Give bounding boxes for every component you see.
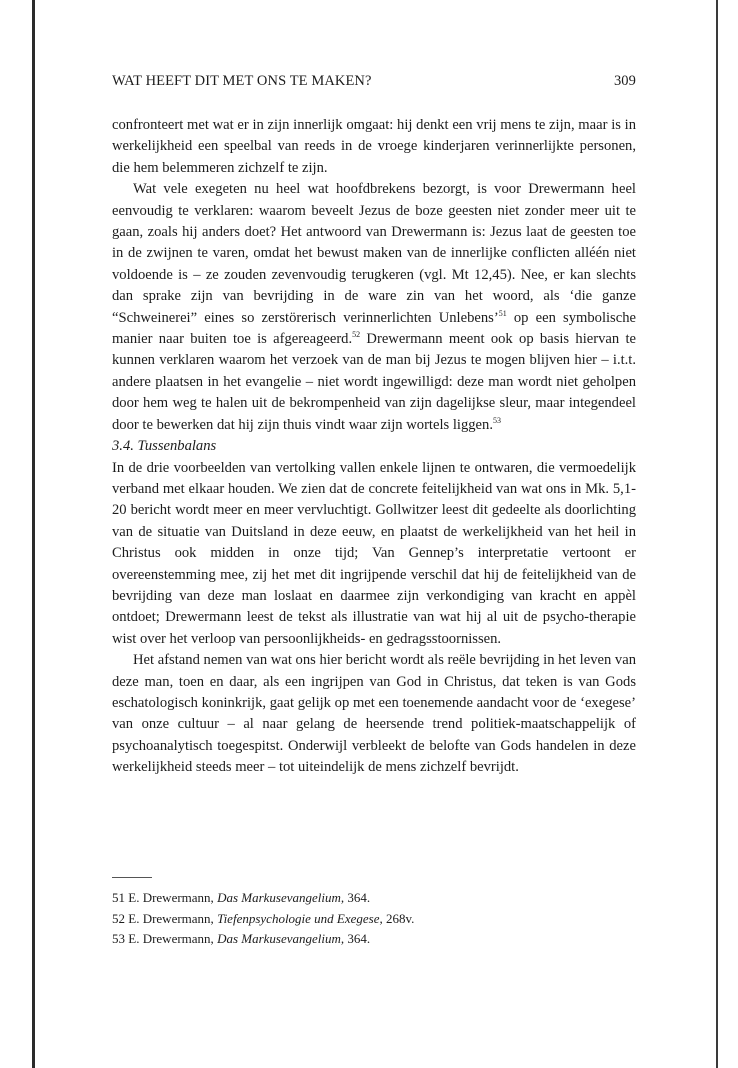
paragraph-2 — [112, 179, 636, 436]
body-text — [112, 115, 636, 779]
paragraph-3: In de drie voorbeelden van vertolking vallen enkele lijnen te ontwaren, die vermoedelijk verband met elkaar houden. We zien dat de concrete feitelijkheid van wat ons in Mk. 5,1-20 bericht wordt meer en meer vervluchtigt. Gollwitzer leest dit gedeelte als doorlichting van de situatie van Duitsland in deze eeuw, en plaatst de werkelijkheid van het heil in Christus ook midden in onze tijd; Van Gennep’s interpretatie vertoont er overeenstemming mee, zij het met dit ingrijpende verschil dat hij de feitelijkheid van de bevrijding van deze man loslaat en daarmee zijn verkondiging van kracht en appèl ontdoet; Drewermann leest de tekst als illustratie van wat hij al uit de psycho-therapie wist over het verloop van persoonlijkheids- en gedragsstoornissen. — [112, 459, 636, 647]
paragraph-2-part-b: op een symbolische manier naar buiten toe is afgereageerd. — [112, 309, 636, 348]
footnote-ref-52: 52 — [352, 330, 361, 340]
footnote-title: Das Markusevangelium, — [217, 931, 345, 946]
paragraph-1: confronteert met wat er in zijn innerlijk omgaat: hij denkt een vrij mens te zijn, maar is in werkelijkheid een speelbal van reeds in de vroege kinderjaren verinnerlijkte personen, die hem belemmeren zichzelf te zijn. — [112, 117, 636, 176]
book-page — [112, 0, 636, 1068]
footnote-number: 53 — [112, 931, 125, 946]
footnote-author: E. Drewermann, — [128, 890, 218, 905]
footnote-page: 364. — [344, 931, 371, 946]
footnote-ref-53: 53 — [492, 415, 501, 425]
running-head — [112, 73, 636, 93]
scan-edge-right — [716, 0, 718, 1068]
footnotes — [112, 888, 636, 950]
footnote-number: 51 — [112, 890, 125, 905]
footnote-rule — [112, 877, 152, 878]
footnote-52 — [112, 909, 636, 930]
paragraph-4: Het afstand nemen van wat ons hier bericht wordt als reële bevrijding in het leven van deze man, toen en daar, als een ingrijpen van God in Christus, dat teken is van Gods eschatologisch koninkrijk, gaat gelijk op met een toenemende aandacht voor de ‘exegese’ van onze cultuur – al naar gelang de heersende trend politiek-maatschappelijk of psychoanalytisch toegespitst. Onderwijl verbleekt de belofte van Gods handelen in deze werkelijkheid steeds meer – tot uiteindelijk de mens zichzelf bevrijdt. — [112, 652, 636, 776]
footnote-page: 364. — [344, 890, 371, 905]
footnote-page: 268v. — [382, 910, 415, 926]
footnote-number: 52 — [112, 910, 125, 926]
section-heading: 3.4. Tussenbalans — [112, 438, 217, 455]
footnote-title: Tiefenpsychologie und Exegese, — [217, 910, 383, 926]
page-number: 309 — [613, 73, 636, 89]
footnote-author: E. Drewermann, — [128, 931, 218, 946]
running-head-title: WAT HEEFT DIT MET ONS TE MAKEN? — [112, 73, 372, 89]
footnote-51 — [112, 888, 636, 909]
footnote-ref-51: 51 — [498, 308, 507, 318]
footnote-53 — [112, 929, 636, 950]
scan-edge-left — [32, 0, 35, 1068]
footnote-author: E. Drewermann, — [128, 910, 218, 926]
footnote-title: Das Markusevangelium, — [217, 890, 345, 905]
paragraph-2-part-c: Drewermann meent ook op basis hiervan te kunnen verklaren waarom het verzoek van de man bij Jezus te mogen blijven hier – i.t.t. andere plaatsen in het evangelie – niet wordt ingewilligd: deze man wordt niet geholpen door hem weg te halen uit de bekrompenheid van zijn dagelijkse sleur, maar integendeel door te bewerken dat hij zijn thuis vindt waar zijn wortels liggen. — [112, 331, 636, 433]
paragraph-2-part-a: Wat vele exegeten nu heel wat hoofdbrekens bezorgt, is voor Drewermann heel eenvoudig te verklaren: waarom beveelt Jezus de boze geesten niet zonder meer uit te gaan, zoals hij anders doet? Het antwoord van Drewermann is: Jezus laat de geesten toe in de zwijnen te varen, omdat het bewust maken van de innerlijke conflicten alléén niet voldoende is – ze zouden zevenvoudig terugkeren (vgl. Mt 12,45). Nee, er kan slechts dan sprake zijn van bevrijding in de ware zin van het woord, als ‘die ganze “Schweinerei” eines so zerstörerisch verinnerlichten Unlebens’ — [112, 181, 636, 326]
